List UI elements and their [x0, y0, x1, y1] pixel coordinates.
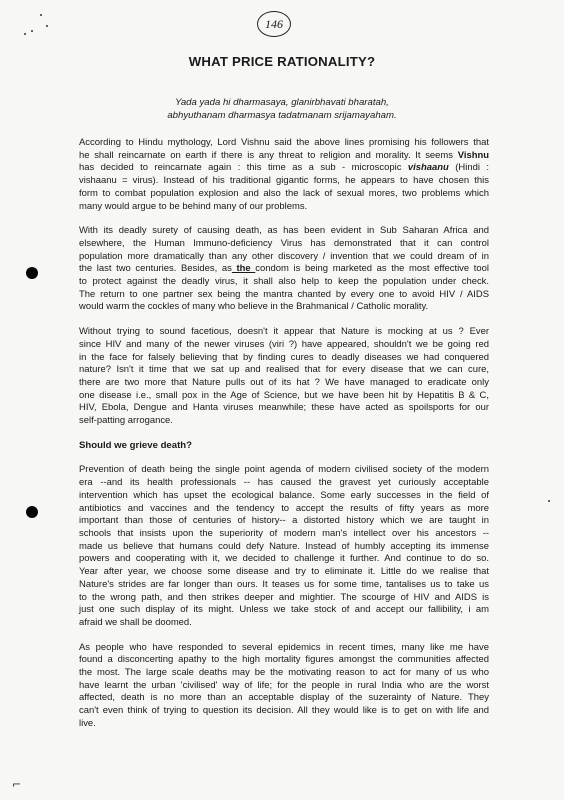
text-line: Nature's strides are far longer than ours. It teases us for some time, tantalises us to take us: [79, 578, 489, 590]
paragraph-1: [79, 137, 489, 213]
scan-speck: [46, 25, 48, 27]
text-line: afraid we shall be doomed.: [79, 616, 192, 628]
text-line: The return to one partner sex being the mantra chanted by every one to avoid HIV / AIDS: [79, 288, 489, 300]
text-line: just one such display of its might. Unless we take stock of and accept our fallibility, i am: [79, 604, 489, 616]
epigraph-line: abhyuthanam dharmasya tadatmanam srijamayaham.: [167, 110, 397, 121]
text-line: era --and its health professionals -- has caused the gravest yet curiously acceptable: [79, 477, 489, 489]
scan-speck: [40, 14, 42, 16]
text-line: many would argue to be behind many of our problems.: [79, 200, 308, 212]
text-line: vishaanu = virus). Instead of his traditional gigantic forms, he appears to have chosen this: [79, 175, 489, 187]
scan-speck: [24, 33, 26, 35]
text-line: form to combat population explosion and also the lack of sexual mores, two problems which: [79, 187, 489, 199]
punch-hole-icon: [26, 267, 38, 279]
text-line: since HIV and many of the newer viruses (viri ?) have appeared, shouldn't we be going red: [79, 338, 489, 350]
text-line: schools that insists upon the superiority of modern man's intellect over his ancestors --: [79, 527, 489, 539]
text-line: According to Hindu mythology, Lord Vishnu said the above lines promising his followers that: [79, 137, 489, 148]
punch-hole-icon: [26, 506, 38, 518]
text-line: intervention which has upset the ecological balance. Some early successes in the field of: [79, 489, 489, 501]
paragraph-5: [79, 642, 489, 731]
text-line: HIV, Ebola, Dengue and Hanta viruses meanwhile; these have acted as spoilsports for our: [79, 402, 489, 414]
text-line: there are two more that Nature pulls out of its hat ? We have managed to eradicate only: [79, 376, 489, 388]
text-line: powers and cooperating with it, we decided to challenge it further. And continue to do so.: [79, 553, 489, 565]
text-line: Prevention of death being the single point agenda of modern civilised society of the modern: [79, 464, 489, 476]
text-line: to the wrong path, and then strikes deeper and mightier. The scourge of HIV and AIDS is: [79, 591, 489, 603]
text-line: With its deadly surety of causing death, as has been evident in Sub Saharan Africa and: [79, 225, 489, 237]
text-line: one disease i.e., small pox in the Age of Science, but we have been hit by Hepatitis B & C,: [79, 389, 489, 401]
text-line: antibiotics and vaccines and the tendency to accept the results of fifty years as more: [79, 502, 489, 514]
corner-mark-icon: ⌐: [12, 778, 22, 791]
text-line: would warm the cockles of many who believe in the Brahmanical / Catholic morality.: [79, 301, 429, 313]
text-line: As people who have responded to several epidemics in recent times, many like me have: [79, 641, 489, 653]
emphasis-text: the: [231, 263, 256, 275]
text-line: the most. The large scale deaths may be the motivating reason to act for many of us who: [79, 667, 489, 679]
text-line: nature? Isn't it time that we sat up and realised that for every disease that we can cure,: [79, 364, 489, 376]
emphasis-text: vishaanu: [407, 162, 449, 174]
text-line: has decided to reincarnate again : this time as a sub - microscopic vishaanu (Hindi :: [79, 162, 489, 174]
text-line: Without trying to sound facetious, doesn't it appear that Nature is mocking at us ? Ever: [79, 326, 489, 338]
epigraph: [0, 96, 564, 122]
text-line: to protect against the deadly virus, it shall also help to keep the population under check.: [79, 276, 489, 288]
text-line: population more dramatically than any other discovery / invention that we could dream of in: [79, 250, 489, 262]
text-line: can't even think of trying to question its decision. All they would like is to get on with life and: [79, 705, 489, 717]
epigraph-line: Yada yada hi dharmasaya, glanirbhavati bharatah,: [175, 97, 389, 108]
text-line: Year after year, we choose some disease and try to eliminate it. Little do we realise that: [79, 566, 489, 578]
text-line: important than those of centuries of history-- a distorted history which we are taught in: [79, 515, 489, 527]
text-line: he shall reincarnate on earth if there is any threat to religion and morality. It seems Vishnu: [79, 149, 489, 161]
paragraph-4: [79, 464, 489, 629]
text-line: made us believe that humans could defy Nature. Instead of humbly accepting its immense: [79, 540, 489, 552]
scan-speck: [548, 500, 550, 502]
text-line: self-patting arrogance.: [79, 415, 173, 427]
paragraph-2: [79, 225, 489, 314]
section-heading: Should we grieve death?: [79, 439, 193, 451]
page-number: 146: [257, 11, 291, 37]
article-body: [79, 137, 489, 743]
text-line: affected, death is no more than an acceptable display of the suzerainty of Nature. They: [79, 692, 489, 704]
scan-speck: [31, 30, 33, 32]
text-line: elsewhere, the Human Immuno-deficiency Virus has demonstrated that it can control: [79, 237, 489, 249]
text-line: live.: [79, 717, 96, 729]
text-line: in the face for falsely believing that by finding cures to deadly diseases we had conquered: [79, 351, 489, 363]
text-line: have learnt the urban 'civilised' way of life; for the people in rural India who are the worst: [79, 679, 489, 691]
emphasis-text: Vishnu: [457, 149, 489, 161]
text-line: found a disconcerting apathy to the high mortality figures amongst the communities affected: [79, 654, 489, 666]
paragraph-3: [79, 326, 489, 428]
text-line: the last two centuries. Besides, as the condom is being marketed as the most effective tool: [79, 263, 489, 275]
page-title: WHAT PRICE RATIONALITY?: [188, 54, 376, 69]
